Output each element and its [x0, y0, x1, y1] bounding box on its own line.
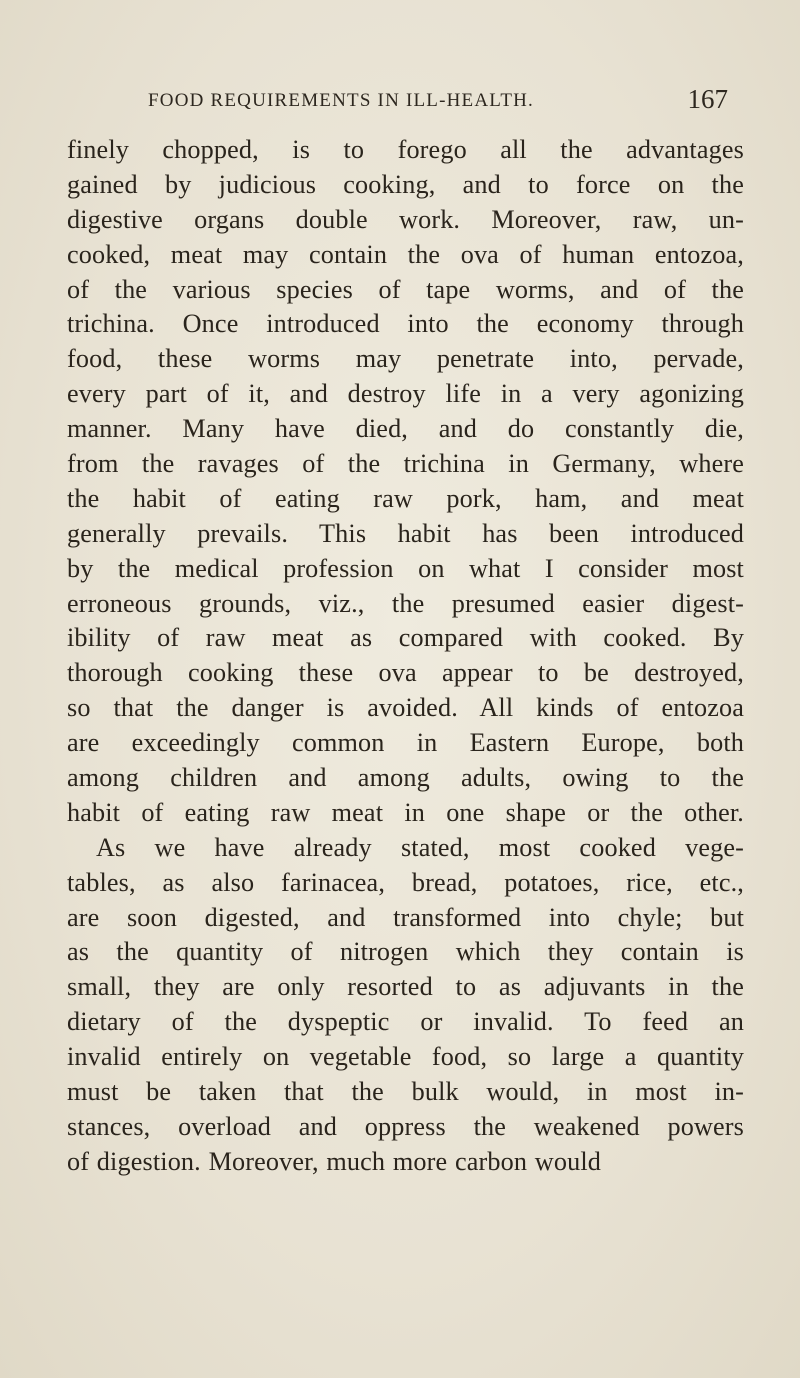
- text-line: trichina. Once introduced into the economy through: [67, 309, 744, 339]
- text-line: are exceedingly common in Eastern Europe, both: [67, 728, 744, 758]
- text-line: invalid entirely on vegetable food, so large a quantity: [67, 1042, 744, 1072]
- text-line: must be taken that the bulk would, in most in-: [67, 1077, 744, 1107]
- text-line: the habit of eating raw pork, ham, and meat: [67, 483, 744, 513]
- text-line: by the medical profession on what I consider most: [67, 553, 744, 583]
- text-line: thorough cooking these ova appear to be destroyed,: [67, 658, 744, 688]
- text-line: every part of it, and destroy life in a very agonizing: [67, 379, 744, 409]
- text-line: food, these worms may penetrate into, pervade,: [67, 344, 744, 374]
- text-line: stances, overload and oppress the weakened powers: [67, 1111, 744, 1141]
- text-line: among children and among adults, owing to the: [67, 763, 744, 793]
- text-line: of digestion. Moreover, much more carbon would: [67, 1146, 602, 1176]
- text-line-paragraph-start: As we have already stated, most cooked vege-: [96, 832, 744, 862]
- text-line: manner. Many have died, and do constantly die,: [67, 414, 744, 444]
- page-number: 167: [687, 84, 728, 114]
- text-line: finely chopped, is to forego all the advantages: [67, 135, 744, 164]
- text-line: are soon digested, and transformed into chyle; but: [67, 902, 744, 932]
- running-head: FOOD REQUIREMENTS IN ILL-HEALTH.: [148, 90, 535, 111]
- text-line: generally prevails. This habit has been introduced: [67, 518, 744, 548]
- text-line: small, they are only resorted to as adjuvants in the: [67, 972, 744, 1002]
- text-line: gained by judicious cooking, and to force on the: [67, 169, 744, 199]
- text-line: of the various species of tape worms, and of the: [67, 274, 744, 304]
- text-line: cooked, meat may contain the ova of human entozoa,: [67, 239, 744, 269]
- text-line: ibility of raw meat as compared with cooked. By: [67, 623, 744, 653]
- text-line: from the ravages of the trichina in Germany, where: [67, 449, 744, 479]
- text-line: so that the danger is avoided. All kinds of entozoa: [67, 693, 744, 723]
- text-line: erroneous grounds, viz., the presumed easier digest-: [67, 588, 744, 618]
- text-line: tables, as also farinacea, bread, potatoes, rice, etc.,: [67, 867, 744, 897]
- page-header: [148, 84, 728, 124]
- text-line: as the quantity of nitrogen which they contain is: [67, 937, 744, 967]
- text-line: dietary of the dyspeptic or invalid. To feed an: [67, 1007, 744, 1037]
- text-line: digestive organs double work. Moreover, raw, un-: [67, 204, 744, 234]
- body-text: [67, 133, 744, 1180]
- text-line: habit of eating raw meat in one shape or the other.: [67, 797, 744, 827]
